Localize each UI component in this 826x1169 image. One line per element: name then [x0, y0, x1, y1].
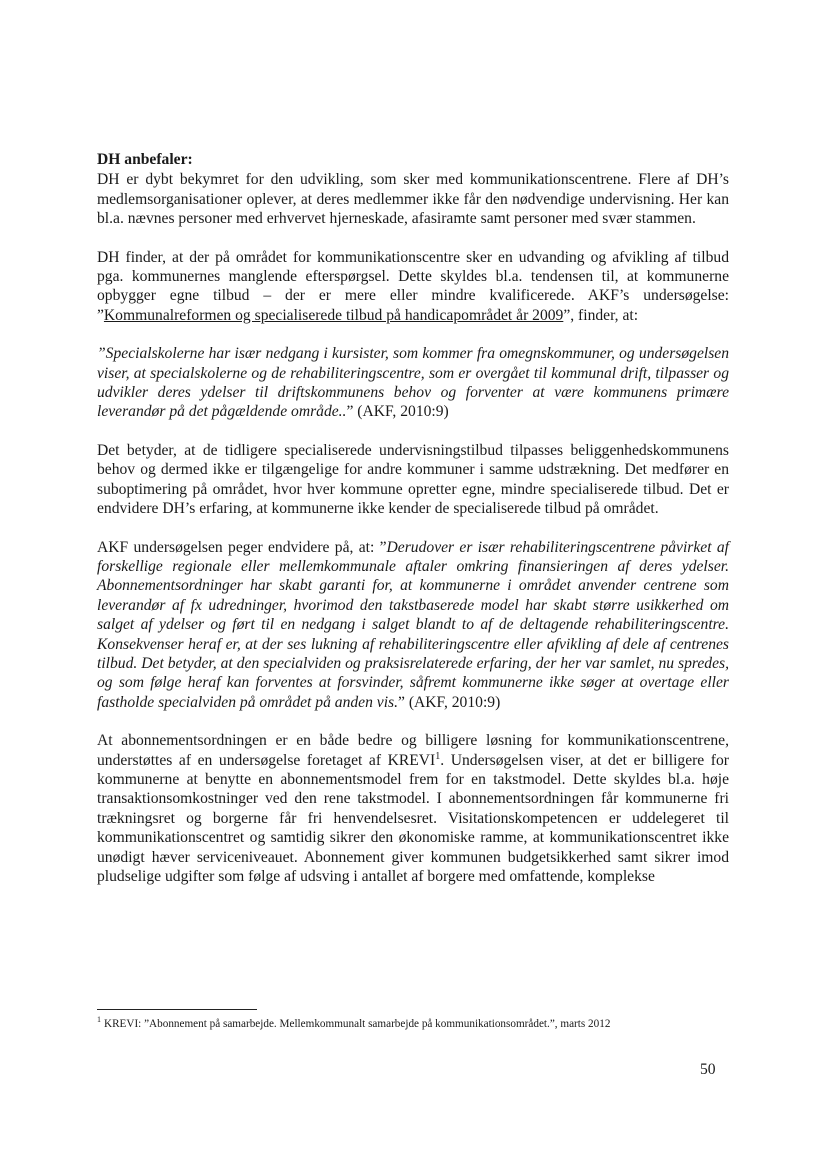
page-number: 50 [700, 1061, 716, 1078]
quote-2-reference: ” (AKF, 2010:9) [398, 693, 501, 711]
footnote-text: KREVI: ”Abonnement på samarbejde. Mellemkommunalt samarbejde på kommunikationsområdet.”, marts 2012 [104, 1018, 611, 1030]
paragraph-5 [97, 731, 729, 886]
report-title-link: Kommunalreformen og specialiserede tilbud på handicapområdet år 2009 [103, 306, 564, 324]
footnote [97, 1017, 729, 1031]
paragraph-2 [97, 248, 729, 326]
quote-2-text: Derudover er især rehabiliteringscentrene påvirket af forskellige regionale eller mellemkommunale aftaler omkring finansieringen af deres ydelser. Abonnementsordninger har skabt garanti for, at kommunerne i området anvender centrene som leverandør af fx udredninger, hvorimod den takstbaserede model har skabt større usikkerhed om salget af ydelser og ført til en nedgang i salget blandt to af de deltagende rehabiliteringscentre. Konsekvenser heraf er, at der ses lukning af rehabiliteringscentre eller afvikling af dele af centrenes tilbud. Det betyder, at den specialviden og praksisrelaterede erfaring, der her var samlet, nu spredes, og som følge heraf kan forventes at forsvinder, såfremt kommunerne ikke søger at overtage eller fastholde specialviden på området på anden vis. [97, 538, 729, 711]
footnote-divider [97, 1009, 257, 1010]
quote-1-reference: ” (AKF, 2010:9) [346, 403, 449, 421]
footnote-reference[interactable]: 1 [435, 750, 441, 762]
footnote-mark: 1 [97, 1015, 101, 1025]
paragraph-4 [97, 538, 729, 713]
section-heading: DH anbefaler: [97, 151, 193, 168]
paragraph-5-text: At abonnementsordningen er en både bedre og billigere løsning for kommunikationscentrene, understøttes af en undersøgelse foretaget af KREVI [97, 732, 729, 769]
paragraph-3: Det betyder, at de tidligere specialiserede undervisningstilbud tilpasses beliggenhedskommunens behov og dermed ikke er tilgængelige for andre kommuner i samme udstrækning. Det medfører en suboptimering på området, hvor hver kommune opretter egne, mindre specialiserede tilbud. Det er endvidere DH’s erfaring, at kommunerne ikke kender de specialiserede tilbud på området. [97, 441, 729, 518]
document-page [97, 150, 729, 886]
paragraph-5-tail: . Undersøgelsen viser, at det er billigere for kommunerne at benytte en abonnementsmodel frem for en takstmodel. Dette skyldes bl.a. høje transaktionsomkostninger ved den rene takstmodel. I abonnementsordningen får kommunerne fri trækningsret og borgerne får fri henvendelsesret. Visitationskompetencen er uddelegeret til kommunikationscentret og samtidig sikrer den økonomiske ramme, at kommunikationscentret ikke unødigt hæver serviceniveauet. Abonnement giver kommunen budgetsikkerhed samt sikrer imod pludselige udgifter som følge af udsving i antallet af borgere med omfattende, komplekse [97, 751, 729, 885]
quote-1-text: ”Specialskolerne har især nedgang i kursister, som kommer fra omegnskommuner, og undersøgelsen viser, at specialskolerne og de rehabiliteringscentre, som er overgået til kommunal drift, tilpasser og udvikler deres ydelser til driftskommunens behov og forventer at være kommunens primære leverandør på det pågældende område.. [97, 345, 729, 421]
paragraph-4-intro: AKF undersøgelsen peger endvidere på, at: ” [97, 538, 387, 556]
quote-1 [97, 344, 729, 422]
paragraph-2-text: DH finder, at der på området for kommunikationscentre sker en udvanding og afvikling af tilbud pga. kommunernes manglende efterspørgsel. Dette skyldes bl.a. tendensen til, at kommunerne opbygger egne tilbud – der er mere eller mindre kvalificerede. AKF’s undersøgelse: ” [97, 248, 729, 324]
paragraph-1: DH er dybt bekymret for den udvikling, som sker med kommunikationscentrene. Flere af DH’s medlemsorganisationer oplever, at deres medlemmer ikke får den nødvendige undervisning. Her kan bl.a. nævnes personer med erhvervet hjerneskade, afasiramte samt personer med svær stammen. [97, 171, 729, 228]
paragraph-2-tail: ”, finder, at: [563, 306, 639, 324]
